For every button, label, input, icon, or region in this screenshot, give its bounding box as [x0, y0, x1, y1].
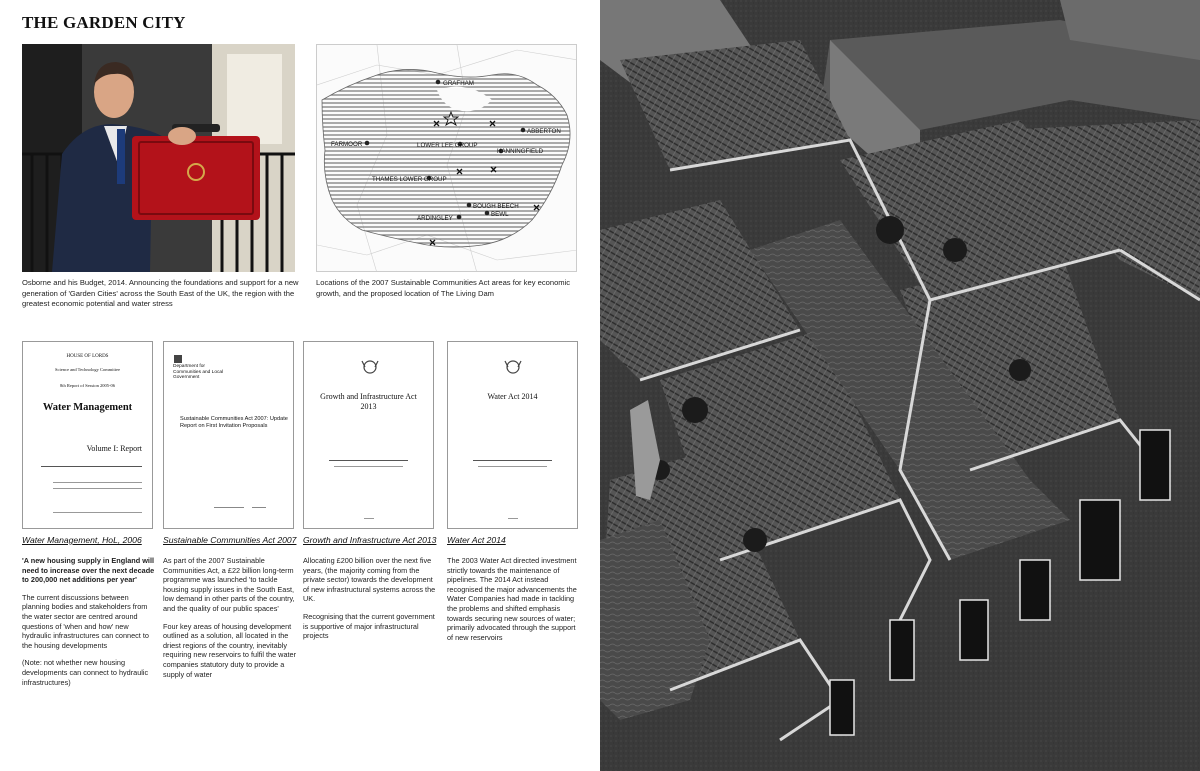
doc1-title: Water Management: [42, 402, 133, 413]
col3-body: [303, 556, 437, 649]
col3-para: Recognising that the current government is supportive of major infrastructural projects: [303, 611, 435, 641]
map-label-ardingley: ARDINGLEY: [417, 215, 453, 222]
map-label-farmoor: FARMOOR: [331, 141, 363, 148]
doc1-top2: Science and Technology Committee: [55, 367, 120, 372]
doc2-dept: Department for Communities and Local Government: [173, 364, 224, 380]
map-caption: Locations of the 2007 Sustainable Communities Act areas for key economic growth, and the proposed location of The Living Dam: [316, 278, 571, 298]
doc4-text-line: [508, 518, 518, 519]
map-label-lower-lee-group: LOWER LEE GROUP: [417, 142, 478, 149]
royal-crest-icon: [360, 358, 380, 376]
col3-heading: Growth and Infrastructure Act 2013: [303, 535, 437, 545]
doc1-text-line: [53, 488, 142, 489]
col4-heading: Water Act 2014: [447, 535, 506, 545]
doc1-subtitle: Volume I: Report: [86, 444, 142, 453]
col3-para: Allocating £200 billion over the next five years, (the majority coming from the private sector) towards the development of new infrastructural systems across the UK.: [303, 556, 436, 604]
col2-para: As part of the 2007 Sustainable Communities Act, a £22 billion long-term programme was launched 'to tackle housing supply issues in the South East, low demand in other parts of the country, and the quality of our public spaces': [163, 556, 295, 613]
doc2-title: Sustainable Communities Act 2007: Update Report on First Invitation Proposals: [180, 416, 288, 429]
map-label-grafham: GRAFHAM: [443, 80, 474, 87]
doc1-text-line: [53, 512, 142, 513]
terraced-dam-illustration: [600, 0, 1200, 771]
crest-icon: [173, 354, 183, 364]
col1-para: (Note: not whether new housing developments can connect to hydraulic infrastructures): [22, 658, 149, 687]
doc4-title: Water Act 2014: [487, 392, 538, 401]
col1-para: 'A new housing supply in England will need to increase over the next decade to 200,000 net additions per year': [22, 556, 155, 585]
living-dam-render: [600, 0, 1200, 771]
reservoir-map: [316, 44, 577, 272]
map-label-hanningfield: HANNINGFIELD: [497, 148, 544, 155]
doc1-top1: HOUSE OF LORDS: [66, 354, 109, 359]
col2-para: Four key areas of housing development outlined as a solution, all located in the driest regions of the country, inevitably requiring new reservoirs to fulfil the water companies statutory duty to provide a supply of water: [163, 621, 297, 679]
page-title: THE GARDEN CITY: [22, 13, 186, 32]
doc-water-act: [447, 341, 578, 529]
map-label-bough-beech: BOUGH BEECH: [473, 203, 519, 210]
col1-body: [22, 556, 156, 695]
budget-photo: [22, 44, 295, 272]
col1-heading: Water Management, HoL, 2006: [22, 535, 142, 545]
doc2-text-line: [214, 507, 244, 508]
col4-body: [447, 556, 583, 650]
doc-water-management: [22, 341, 153, 529]
doc1-top3: 8th Report of Session 2005-06: [60, 383, 115, 388]
royal-crest-icon: [503, 358, 523, 376]
col4-para: The 2003 Water Act directed investment strictly towards the maintenance of pipelines. The 2014 Act instead recognised the major advancements the Water Companies had made in tackling the problems and shifted emphasis towards securing new sources of water; primarily advocated through the support of new reservoirs: [447, 556, 577, 642]
col2-heading: Sustainable Communities Act 2007: [163, 535, 297, 545]
doc4-text-line: [478, 466, 547, 467]
doc-sustainable-communities: [163, 341, 294, 529]
doc1-rule: [41, 466, 142, 467]
col1-para: The current discussions between planning bodies and stakeholders from the water sector are centred around questions of 'when and how' new hydraulic infrastructures can connect to the housing developments: [22, 592, 149, 650]
doc1-text-line: [53, 482, 142, 483]
doc3-title: Growth and Infrastructure Act 2013: [320, 392, 417, 411]
doc4-rule: [473, 460, 552, 461]
doc-growth-infrastructure: [303, 341, 434, 529]
map-label-bewl: BEWL: [491, 211, 509, 218]
doc2-text-line: [252, 507, 266, 508]
map-label-thames-lower-group: THAMES LOWER GROUP: [372, 176, 447, 183]
map-label-abberton: ABBERTON: [527, 128, 561, 135]
photo-caption: Osborne and his Budget, 2014. Announcing the foundations and support for a new generation of 'Garden Cities' across the South East of the UK, the region with the greatest economic potential and water stress: [22, 278, 299, 308]
col2-body: [163, 556, 297, 687]
doc3-text-line: [334, 466, 403, 467]
doc3-rule: [329, 460, 408, 461]
budget-photo-illustration: [22, 44, 295, 272]
doc3-text-line: [364, 518, 374, 519]
southeast-map-illustration: [317, 45, 577, 272]
budget-box-icon: [132, 136, 260, 220]
